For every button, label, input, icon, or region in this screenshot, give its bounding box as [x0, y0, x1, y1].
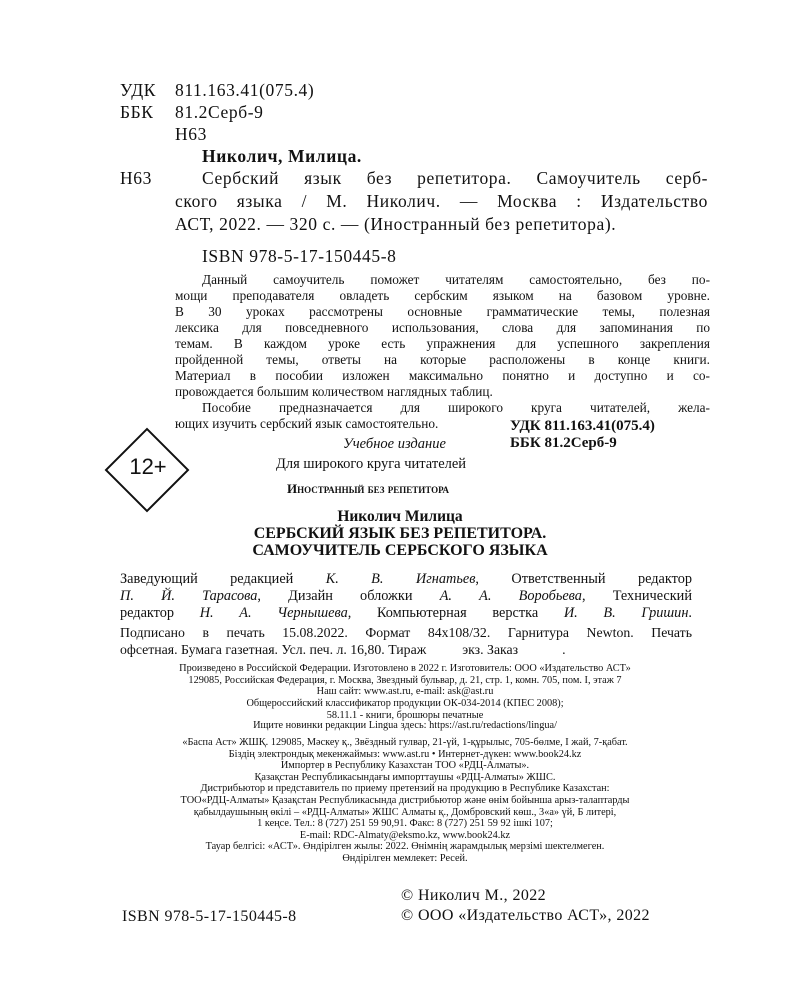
credits-line-1: [120, 571, 692, 588]
copyright-publisher: © ООО «Издательство АСТ», 2022: [401, 907, 650, 924]
credit-role: .: [688, 605, 692, 621]
series-name: Иностранный без репетитора: [287, 481, 449, 496]
entry-line-2: ского языка / М. Николич. — Москва : Издательство: [175, 191, 708, 211]
udk-right: УДК 811.163.41(075.4): [510, 418, 655, 434]
annotation-line: темам. В каждом уроке есть упражнения для успешного закрепления: [175, 336, 710, 351]
bbk-right: ББК 81.2Серб-9: [510, 435, 617, 451]
credits-line-2: [120, 588, 692, 605]
bbk-value: 81.2Серб-9: [175, 102, 264, 122]
annotation-line: мощи преподавателя овладеть сербским языком на базовом уровне.: [175, 288, 710, 303]
annotation-line: Материал в пособии изложен максимально понятно и доступно и со-: [175, 368, 710, 383]
imprint-line: Біздің электрондық мекенжаймыз: www.ast.ru • Интернет-дүкен: www.book24.kz: [228, 748, 582, 760]
credits: [120, 571, 692, 622]
print-info-line-2: [120, 641, 692, 658]
credit-person: А. А. Воробьева: [439, 588, 582, 604]
credit-role: , Технический: [581, 588, 692, 604]
entry-line-1: Сербский язык без репетитора. Самоучитель серб-: [202, 168, 708, 188]
imprint-line: 58.11.1 - книги, брошюры печатные: [326, 709, 484, 721]
imprint-line: Дистрибьютор и представитель по приему претензий на продукцию в Республике Казахстан:: [200, 783, 610, 795]
edition-type: Учебное издание: [343, 436, 446, 452]
copyright-author: © Николич М., 2022: [401, 887, 547, 904]
imprint-line: E-mail: RDC-Almaty@eksmo.kz, www.book24.kz: [299, 829, 511, 841]
udk-label: УДК: [120, 80, 157, 100]
imprint-line: Общероссийский классификатор продукции ОК-034-2014 (КПЕС 2008);: [246, 698, 564, 710]
annotation-line: В 30 уроках рассмотрены основные грамматические темы, полезная: [175, 304, 710, 319]
annotation-line: провождается большим количеством наглядных таблиц.: [175, 384, 493, 399]
credit-person: И. В. Гришин: [563, 605, 689, 621]
imprint-line: Тауар белгісі: «АСТ». Өндірілген жылы: 2022. Өнімнің жарамдылық мерзімі шектелмеген.: [205, 841, 605, 853]
credit-role: , Ответственный редактор: [475, 571, 692, 587]
annotation-line: Пособие предназначается для широкого круга читателей, жела-: [202, 400, 710, 415]
imprint-line: Импортер в Республику Казахстан ТОО «РДЦ-Алматы».: [280, 760, 530, 772]
credit-role: , Дизайн обложки: [257, 588, 440, 604]
print-info-text: .: [562, 642, 566, 657]
print-info-text: экз. Заказ: [462, 642, 519, 657]
imprint-line: 129085, Российская Федерация, г. Москва, Звездный бульвар, д. 21, стр. 1, комн. 705, пом. I, этаж 7: [188, 674, 622, 686]
print-info-line-1: Подписано в печать 15.08.2022. Формат 84x108/32. Гарнитура Newton. Печать: [120, 625, 692, 640]
credit-person: К. В. Игнатьев: [325, 571, 476, 587]
imprint-line: Қазақстан Республикасындағы импорттаушы «РДЦ-Алматы» ЖШС.: [254, 771, 556, 783]
author-sign-code: Н63: [175, 124, 207, 144]
annotation-line: пройденной темы, ответы на которые расположены в конце книги.: [175, 352, 710, 367]
credit-role: редактор: [120, 605, 200, 621]
bottom-isbn: ISBN 978-5-17-150445-8: [122, 908, 297, 925]
new-books-link: Ищите новинки редакции Lingua здесь: https://ast.ru/redactions/lingua/: [253, 720, 557, 731]
credit-person: П. Й. Тарасова: [120, 588, 258, 604]
imprint-line: Наш сайт: www.ast.ru, e-mail: ask@ast.ru: [316, 686, 494, 698]
imprint-line: Произведено в Российской Федерации. Изготовлено в 2022 г. Изготовитель: ООО «Издательство АСТ»: [179, 663, 631, 674]
book-title-2: САМОУЧИТЕЛЬ СЕРБСКОГО ЯЗЫКА: [252, 542, 548, 559]
entry-isbn: ISBN 978-5-17-150445-8: [202, 246, 397, 266]
book-author: Николич Милица: [337, 508, 463, 525]
book-title-1: СЕРБСКИЙ ЯЗЫК БЕЗ РЕПЕТИТОРА.: [253, 525, 547, 542]
credit-person: Н. А. Чернышева: [199, 605, 348, 621]
credits-line-3: [120, 605, 692, 622]
audience: Для широкого круга читателей: [276, 456, 467, 472]
imprint-line: қабылдаушының өкілі – «РДЦ-Алматы» ЖШС Алматы қ., Домбровский көш., 3«а» үй, Б литері,: [193, 806, 617, 818]
imprint-line: Өндірілген мемлекет: Ресей.: [342, 852, 468, 864]
author-heading: Николич, Милица.: [202, 146, 362, 166]
annotation-line: ющих изучить сербский язык самостоятельно.: [175, 416, 439, 431]
print-info: [120, 624, 692, 658]
imprint-line: «Баспа Аст» ЖШҚ. 129085, Мәскеу қ., Звёздный гулвар, 21-үй, 1-құрылыс, 705-бөлме, I жай, 7-қабат.: [182, 737, 628, 748]
credit-role: , Компьютерная верстка: [347, 605, 564, 621]
bbk-label: ББК: [120, 102, 154, 122]
imprint-line: ТОО«РДЦ-Алматы» Қазақстан Республикасында дистрибьютор және өнім бойынша арыз-талаптарды: [180, 794, 630, 806]
age-rating: 12+: [129, 454, 167, 479]
entry-line-3: АСТ, 2022. — 320 с. — (Иностранный без репетитора).: [175, 214, 617, 234]
imprint-block-1: [110, 663, 700, 722]
imprint-line: 1 кеңсе. Тел.: 8 (727) 251 59 90,91. Факс: 8 (727) 251 59 92 ішкі 107;: [257, 818, 553, 830]
annotation-line: лексика для повседневного использования, слова для запоминания по: [175, 320, 710, 335]
udk-value: 811.163.41(075.4): [175, 80, 315, 100]
entry-sign: Н63: [120, 168, 152, 188]
imprint-block-2: [110, 737, 700, 865]
credit-role: Заведующий редакцией: [120, 571, 326, 587]
annotation: [175, 272, 710, 432]
annotation-line: Данный самоучитель поможет читателям самостоятельно, без по-: [202, 272, 710, 287]
print-info-text: офсетная. Бумага газетная. Усл. печ. л. 16,80. Тираж: [120, 642, 427, 657]
